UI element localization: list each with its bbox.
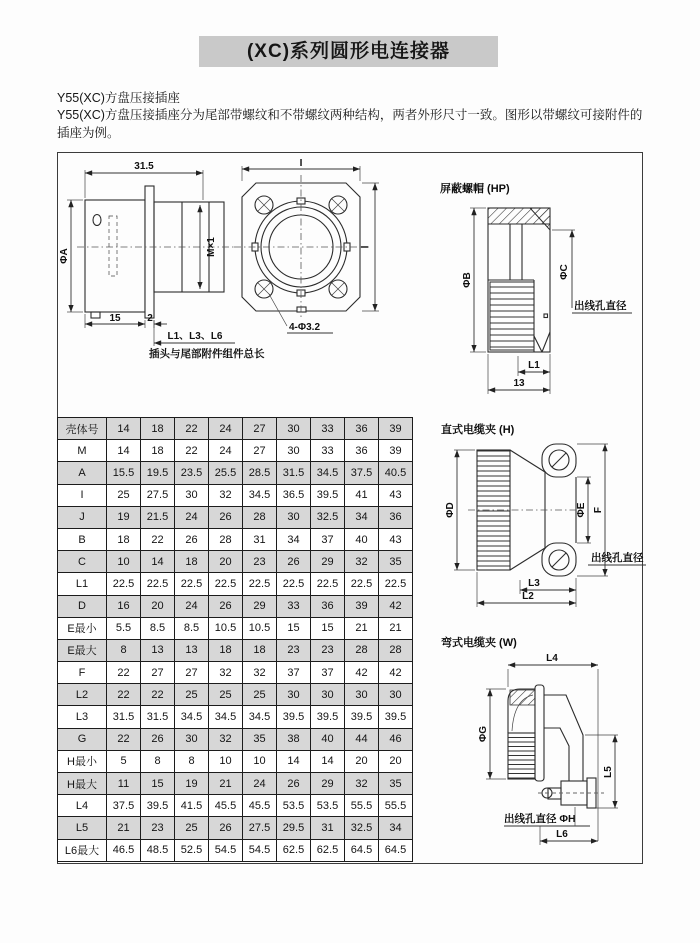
value-cell: 32.5 bbox=[311, 506, 345, 528]
value-cell: 33 bbox=[311, 418, 345, 440]
value-cell: 45.5 bbox=[243, 795, 277, 817]
dim-i-right: I bbox=[360, 245, 371, 249]
value-cell: 22 bbox=[141, 528, 175, 550]
value-cell: 44 bbox=[345, 728, 379, 750]
value-cell: 46.5 bbox=[107, 839, 141, 861]
value-cell: 25 bbox=[107, 484, 141, 506]
value-cell: 34.5 bbox=[243, 484, 277, 506]
table-row bbox=[58, 684, 413, 706]
value-cell: 34 bbox=[277, 528, 311, 550]
value-cell: 45.5 bbox=[209, 795, 243, 817]
value-cell: 52.5 bbox=[175, 839, 209, 861]
row-label-cell: H最大 bbox=[58, 773, 107, 795]
value-cell: 37 bbox=[277, 662, 311, 684]
row-label-cell: D bbox=[58, 595, 107, 617]
value-cell: 22 bbox=[107, 728, 141, 750]
outlet-hole-label: 出线孔直径 bbox=[591, 552, 644, 564]
dim-phi-c: ΦC bbox=[559, 264, 570, 280]
value-cell: 41 bbox=[345, 484, 379, 506]
value-cell: 10 bbox=[107, 551, 141, 573]
angle-clamp-drawing bbox=[430, 633, 655, 861]
shield-nut-title: 屏蔽螺帽 (HP) bbox=[440, 183, 510, 195]
value-cell: 25.5 bbox=[209, 462, 243, 484]
table-row bbox=[58, 750, 413, 772]
dim-i-top: I bbox=[299, 158, 303, 169]
value-cell: 27 bbox=[141, 662, 175, 684]
value-cell: 30 bbox=[175, 484, 209, 506]
value-cell: 18 bbox=[107, 528, 141, 550]
row-label-cell: H最小 bbox=[58, 750, 107, 772]
dim-l2: L2 bbox=[522, 591, 534, 602]
value-cell: 30 bbox=[345, 684, 379, 706]
value-cell: 22.5 bbox=[379, 573, 413, 595]
intro-subtitle: Y55(XC)方盘压接插座 bbox=[57, 91, 180, 105]
table-row bbox=[58, 484, 413, 506]
value-cell: 36.5 bbox=[277, 484, 311, 506]
dim-phi-a: ΦA bbox=[59, 248, 70, 264]
value-cell: 27 bbox=[243, 440, 277, 462]
value-cell: 29 bbox=[311, 773, 345, 795]
value-cell: 14 bbox=[277, 750, 311, 772]
dim-thread-m1: M×1 bbox=[206, 237, 217, 257]
value-cell: 62.5 bbox=[277, 839, 311, 861]
value-cell: 8 bbox=[107, 639, 141, 661]
table-row bbox=[58, 639, 413, 661]
value-cell: 21 bbox=[345, 617, 379, 639]
value-cell: 27.5 bbox=[243, 817, 277, 839]
value-cell: 46 bbox=[379, 728, 413, 750]
value-cell: 24 bbox=[175, 506, 209, 528]
value-cell: 20 bbox=[141, 595, 175, 617]
value-cell: 37.5 bbox=[107, 795, 141, 817]
value-cell: 26 bbox=[175, 528, 209, 550]
value-cell: 64.5 bbox=[379, 839, 413, 861]
value-cell: 37 bbox=[311, 528, 345, 550]
value-cell: 32 bbox=[209, 662, 243, 684]
value-cell: 10 bbox=[243, 750, 277, 772]
value-cell: 37 bbox=[311, 662, 345, 684]
value-cell: 23 bbox=[277, 639, 311, 661]
shield-nut-drawing bbox=[432, 172, 647, 402]
value-cell: 40.5 bbox=[379, 462, 413, 484]
table-row bbox=[58, 506, 413, 528]
value-cell: 34.5 bbox=[175, 706, 209, 728]
value-cell: 64.5 bbox=[345, 839, 379, 861]
page-title: (XC)系列圆形电连接器 bbox=[199, 36, 498, 67]
value-cell: 39.5 bbox=[311, 706, 345, 728]
value-cell: 39.5 bbox=[311, 484, 345, 506]
value-cell: 22.5 bbox=[209, 573, 243, 595]
value-cell: 43 bbox=[379, 484, 413, 506]
value-cell: 31 bbox=[243, 528, 277, 550]
value-cell: 38 bbox=[277, 728, 311, 750]
value-cell: 23 bbox=[311, 639, 345, 661]
value-cell: 25 bbox=[209, 684, 243, 706]
value-cell: 39.5 bbox=[379, 706, 413, 728]
value-cell: 15 bbox=[141, 773, 175, 795]
value-cell: 29.5 bbox=[277, 817, 311, 839]
value-cell: 31.5 bbox=[277, 462, 311, 484]
table-row bbox=[58, 817, 413, 839]
value-cell: 29 bbox=[311, 551, 345, 573]
row-label-cell: L3 bbox=[58, 706, 107, 728]
row-label-cell: G bbox=[58, 728, 107, 750]
value-cell: 37.5 bbox=[345, 462, 379, 484]
value-cell: 10.5 bbox=[209, 617, 243, 639]
row-label-cell: J bbox=[58, 506, 107, 528]
value-cell: 28 bbox=[345, 639, 379, 661]
value-cell: 53.5 bbox=[277, 795, 311, 817]
value-cell: 24 bbox=[209, 440, 243, 462]
dim-13: 13 bbox=[513, 378, 525, 389]
value-cell: 32 bbox=[345, 551, 379, 573]
row-label-cell: L6最大 bbox=[58, 839, 107, 861]
value-cell: 30 bbox=[379, 684, 413, 706]
table-row bbox=[58, 728, 413, 750]
value-cell: 32 bbox=[243, 662, 277, 684]
value-cell: 22 bbox=[107, 662, 141, 684]
value-cell: 22 bbox=[141, 684, 175, 706]
value-cell: 13 bbox=[141, 639, 175, 661]
value-cell: 22 bbox=[175, 418, 209, 440]
dim-l3: L3 bbox=[528, 578, 540, 589]
value-cell: 41.5 bbox=[175, 795, 209, 817]
table-row bbox=[58, 839, 413, 861]
value-cell: 19 bbox=[175, 773, 209, 795]
value-cell: 35 bbox=[379, 551, 413, 573]
value-cell: 14 bbox=[141, 551, 175, 573]
value-cell: 30 bbox=[175, 728, 209, 750]
table-row bbox=[58, 795, 413, 817]
row-label-cell: L2 bbox=[58, 684, 107, 706]
value-cell: 39 bbox=[379, 440, 413, 462]
value-cell: 18 bbox=[243, 639, 277, 661]
value-cell: 32.5 bbox=[345, 817, 379, 839]
value-cell: 28 bbox=[379, 639, 413, 661]
table-row bbox=[58, 773, 413, 795]
value-cell: 28.5 bbox=[243, 462, 277, 484]
value-cell: 36 bbox=[311, 595, 345, 617]
table-row bbox=[58, 617, 413, 639]
table-row bbox=[58, 662, 413, 684]
value-cell: 36 bbox=[379, 506, 413, 528]
value-cell: 40 bbox=[345, 528, 379, 550]
value-cell: 30 bbox=[277, 418, 311, 440]
row-label-cell: L4 bbox=[58, 795, 107, 817]
table-row bbox=[58, 706, 413, 728]
value-cell: 43 bbox=[379, 528, 413, 550]
value-cell: 22.5 bbox=[141, 573, 175, 595]
value-cell: 27.5 bbox=[141, 484, 175, 506]
dimension-table bbox=[57, 417, 413, 862]
value-cell: 13 bbox=[175, 639, 209, 661]
value-cell: 39 bbox=[345, 595, 379, 617]
value-cell: 34 bbox=[345, 506, 379, 528]
row-label-cell: 壳体号 bbox=[58, 418, 107, 440]
value-cell: 36 bbox=[345, 440, 379, 462]
table-row bbox=[58, 551, 413, 573]
value-cell: 32 bbox=[345, 773, 379, 795]
value-cell: 15.5 bbox=[107, 462, 141, 484]
dim-phi-d: ΦD bbox=[445, 502, 456, 518]
value-cell: 8.5 bbox=[141, 617, 175, 639]
value-cell: 22.5 bbox=[311, 573, 345, 595]
value-cell: 20 bbox=[345, 750, 379, 772]
value-cell: 35 bbox=[243, 728, 277, 750]
table-row bbox=[58, 462, 413, 484]
row-label-cell: A bbox=[58, 462, 107, 484]
plug-side-front-view-drawing bbox=[57, 158, 407, 393]
value-cell: 31.5 bbox=[141, 706, 175, 728]
value-cell: 22.5 bbox=[345, 573, 379, 595]
value-cell: 22.5 bbox=[277, 573, 311, 595]
value-cell: 14 bbox=[107, 440, 141, 462]
value-cell: 25 bbox=[175, 817, 209, 839]
angle-clamp-title: 弯式电缆夹 (W) bbox=[441, 637, 517, 649]
value-cell: 62.5 bbox=[311, 839, 345, 861]
outlet-hole-label: 出线孔直径 ΦH bbox=[504, 813, 576, 825]
value-cell: 5.5 bbox=[107, 617, 141, 639]
value-cell: 18 bbox=[141, 440, 175, 462]
value-cell: 28 bbox=[209, 528, 243, 550]
value-cell: 25 bbox=[175, 684, 209, 706]
value-cell: 34 bbox=[379, 817, 413, 839]
value-cell: 39.5 bbox=[345, 706, 379, 728]
row-label-cell: F bbox=[58, 662, 107, 684]
value-cell: 42 bbox=[379, 595, 413, 617]
value-cell: 8.5 bbox=[175, 617, 209, 639]
dim-f: F bbox=[593, 506, 604, 514]
value-cell: 33 bbox=[277, 595, 311, 617]
value-cell: 39 bbox=[379, 418, 413, 440]
value-cell: 21.5 bbox=[141, 506, 175, 528]
value-cell: 42 bbox=[345, 662, 379, 684]
table-row bbox=[58, 595, 413, 617]
table-row bbox=[58, 440, 413, 462]
dim-phi-b: ΦB bbox=[462, 272, 473, 288]
table-row bbox=[58, 573, 413, 595]
value-cell: 33 bbox=[311, 440, 345, 462]
value-cell: 22 bbox=[107, 684, 141, 706]
value-cell: 29 bbox=[243, 595, 277, 617]
value-cell: 18 bbox=[141, 418, 175, 440]
value-cell: 10 bbox=[209, 750, 243, 772]
value-cell: 22.5 bbox=[107, 573, 141, 595]
value-cell: 22 bbox=[175, 440, 209, 462]
value-cell: 26 bbox=[209, 817, 243, 839]
value-cell: 18 bbox=[209, 639, 243, 661]
value-cell: 14 bbox=[311, 750, 345, 772]
dim-4-phi32: 4-Φ3.2 bbox=[289, 322, 321, 333]
value-cell: 31.5 bbox=[107, 706, 141, 728]
value-cell: 24 bbox=[243, 773, 277, 795]
value-cell: 22.5 bbox=[175, 573, 209, 595]
dim-l5: L5 bbox=[603, 766, 614, 778]
value-cell: 48.5 bbox=[141, 839, 175, 861]
dim-phi-e: ΦE bbox=[576, 502, 587, 518]
value-cell: 24 bbox=[175, 595, 209, 617]
row-label-cell: L5 bbox=[58, 817, 107, 839]
dim-l6: L6 bbox=[556, 829, 568, 840]
value-cell: 54.5 bbox=[209, 839, 243, 861]
value-cell: 8 bbox=[175, 750, 209, 772]
value-cell: 26 bbox=[277, 551, 311, 573]
value-cell: 26 bbox=[277, 773, 311, 795]
dim-l1-l3-l6: L1、L3、L6 bbox=[167, 331, 223, 342]
value-cell: 14 bbox=[107, 418, 141, 440]
value-cell: 19 bbox=[107, 506, 141, 528]
value-cell: 8 bbox=[141, 750, 175, 772]
table-row bbox=[58, 528, 413, 550]
row-label-cell: E最小 bbox=[58, 617, 107, 639]
value-cell: 30 bbox=[277, 506, 311, 528]
table-header-row bbox=[58, 418, 413, 440]
straight-clamp-title: 直式电缆夹 (H) bbox=[441, 424, 515, 436]
value-cell: 18 bbox=[175, 551, 209, 573]
value-cell: 35 bbox=[379, 773, 413, 795]
row-label-cell: L1 bbox=[58, 573, 107, 595]
row-label-cell: C bbox=[58, 551, 107, 573]
value-cell: 11 bbox=[107, 773, 141, 795]
value-cell: 26 bbox=[209, 506, 243, 528]
value-cell: 31 bbox=[311, 817, 345, 839]
value-cell: 19.5 bbox=[141, 462, 175, 484]
value-cell: 16 bbox=[107, 595, 141, 617]
straight-clamp-drawing bbox=[430, 420, 655, 632]
value-cell: 24 bbox=[209, 418, 243, 440]
dim-15: 15 bbox=[109, 313, 121, 324]
value-cell: 23.5 bbox=[175, 462, 209, 484]
value-cell: 23 bbox=[141, 817, 175, 839]
value-cell: 5 bbox=[107, 750, 141, 772]
value-cell: 22.5 bbox=[243, 573, 277, 595]
value-cell: 21 bbox=[209, 773, 243, 795]
side-view-caption: 插头与尾部附件组件总长 bbox=[149, 348, 265, 360]
value-cell: 34.5 bbox=[243, 706, 277, 728]
value-cell: 39.5 bbox=[141, 795, 175, 817]
value-cell: 55.5 bbox=[345, 795, 379, 817]
value-cell: 32 bbox=[209, 728, 243, 750]
value-cell: 21 bbox=[107, 817, 141, 839]
dim-l1: L1 bbox=[528, 360, 540, 371]
value-cell: 39.5 bbox=[277, 706, 311, 728]
row-label-cell: E最大 bbox=[58, 639, 107, 661]
value-cell: 32 bbox=[209, 484, 243, 506]
value-cell: 21 bbox=[379, 617, 413, 639]
value-cell: 55.5 bbox=[379, 795, 413, 817]
value-cell: 53.5 bbox=[311, 795, 345, 817]
value-cell: 26 bbox=[141, 728, 175, 750]
value-cell: 23 bbox=[243, 551, 277, 573]
row-label-cell: M bbox=[58, 440, 107, 462]
value-cell: 20 bbox=[209, 551, 243, 573]
value-cell: 10.5 bbox=[243, 617, 277, 639]
value-cell: 30 bbox=[277, 684, 311, 706]
row-label-cell: B bbox=[58, 528, 107, 550]
dim-31-5: 31.5 bbox=[134, 161, 154, 172]
dim-2: 2 bbox=[147, 313, 153, 324]
intro-description: Y55(XC)方盘压接插座分为尾部带螺纹和不带螺纹两种结构，两者外形尺寸一致。图形以带螺纹可接附件的插座为例。 bbox=[57, 108, 643, 140]
value-cell: 15 bbox=[311, 617, 345, 639]
value-cell: 34.5 bbox=[209, 706, 243, 728]
value-cell: 28 bbox=[243, 506, 277, 528]
value-cell: 27 bbox=[243, 418, 277, 440]
value-cell: 15 bbox=[277, 617, 311, 639]
value-cell: 25 bbox=[243, 684, 277, 706]
dim-phi-g: ΦG bbox=[478, 726, 489, 742]
value-cell: 20 bbox=[379, 750, 413, 772]
value-cell: 42 bbox=[379, 662, 413, 684]
value-cell: 40 bbox=[311, 728, 345, 750]
value-cell: 26 bbox=[209, 595, 243, 617]
dim-l4: L4 bbox=[546, 653, 558, 664]
value-cell: 30 bbox=[311, 684, 345, 706]
value-cell: 34.5 bbox=[311, 462, 345, 484]
value-cell: 54.5 bbox=[243, 839, 277, 861]
value-cell: 36 bbox=[345, 418, 379, 440]
row-label-cell: I bbox=[58, 484, 107, 506]
value-cell: 30 bbox=[277, 440, 311, 462]
outlet-hole-label: 出线孔直径 bbox=[574, 300, 627, 312]
value-cell: 27 bbox=[175, 662, 209, 684]
